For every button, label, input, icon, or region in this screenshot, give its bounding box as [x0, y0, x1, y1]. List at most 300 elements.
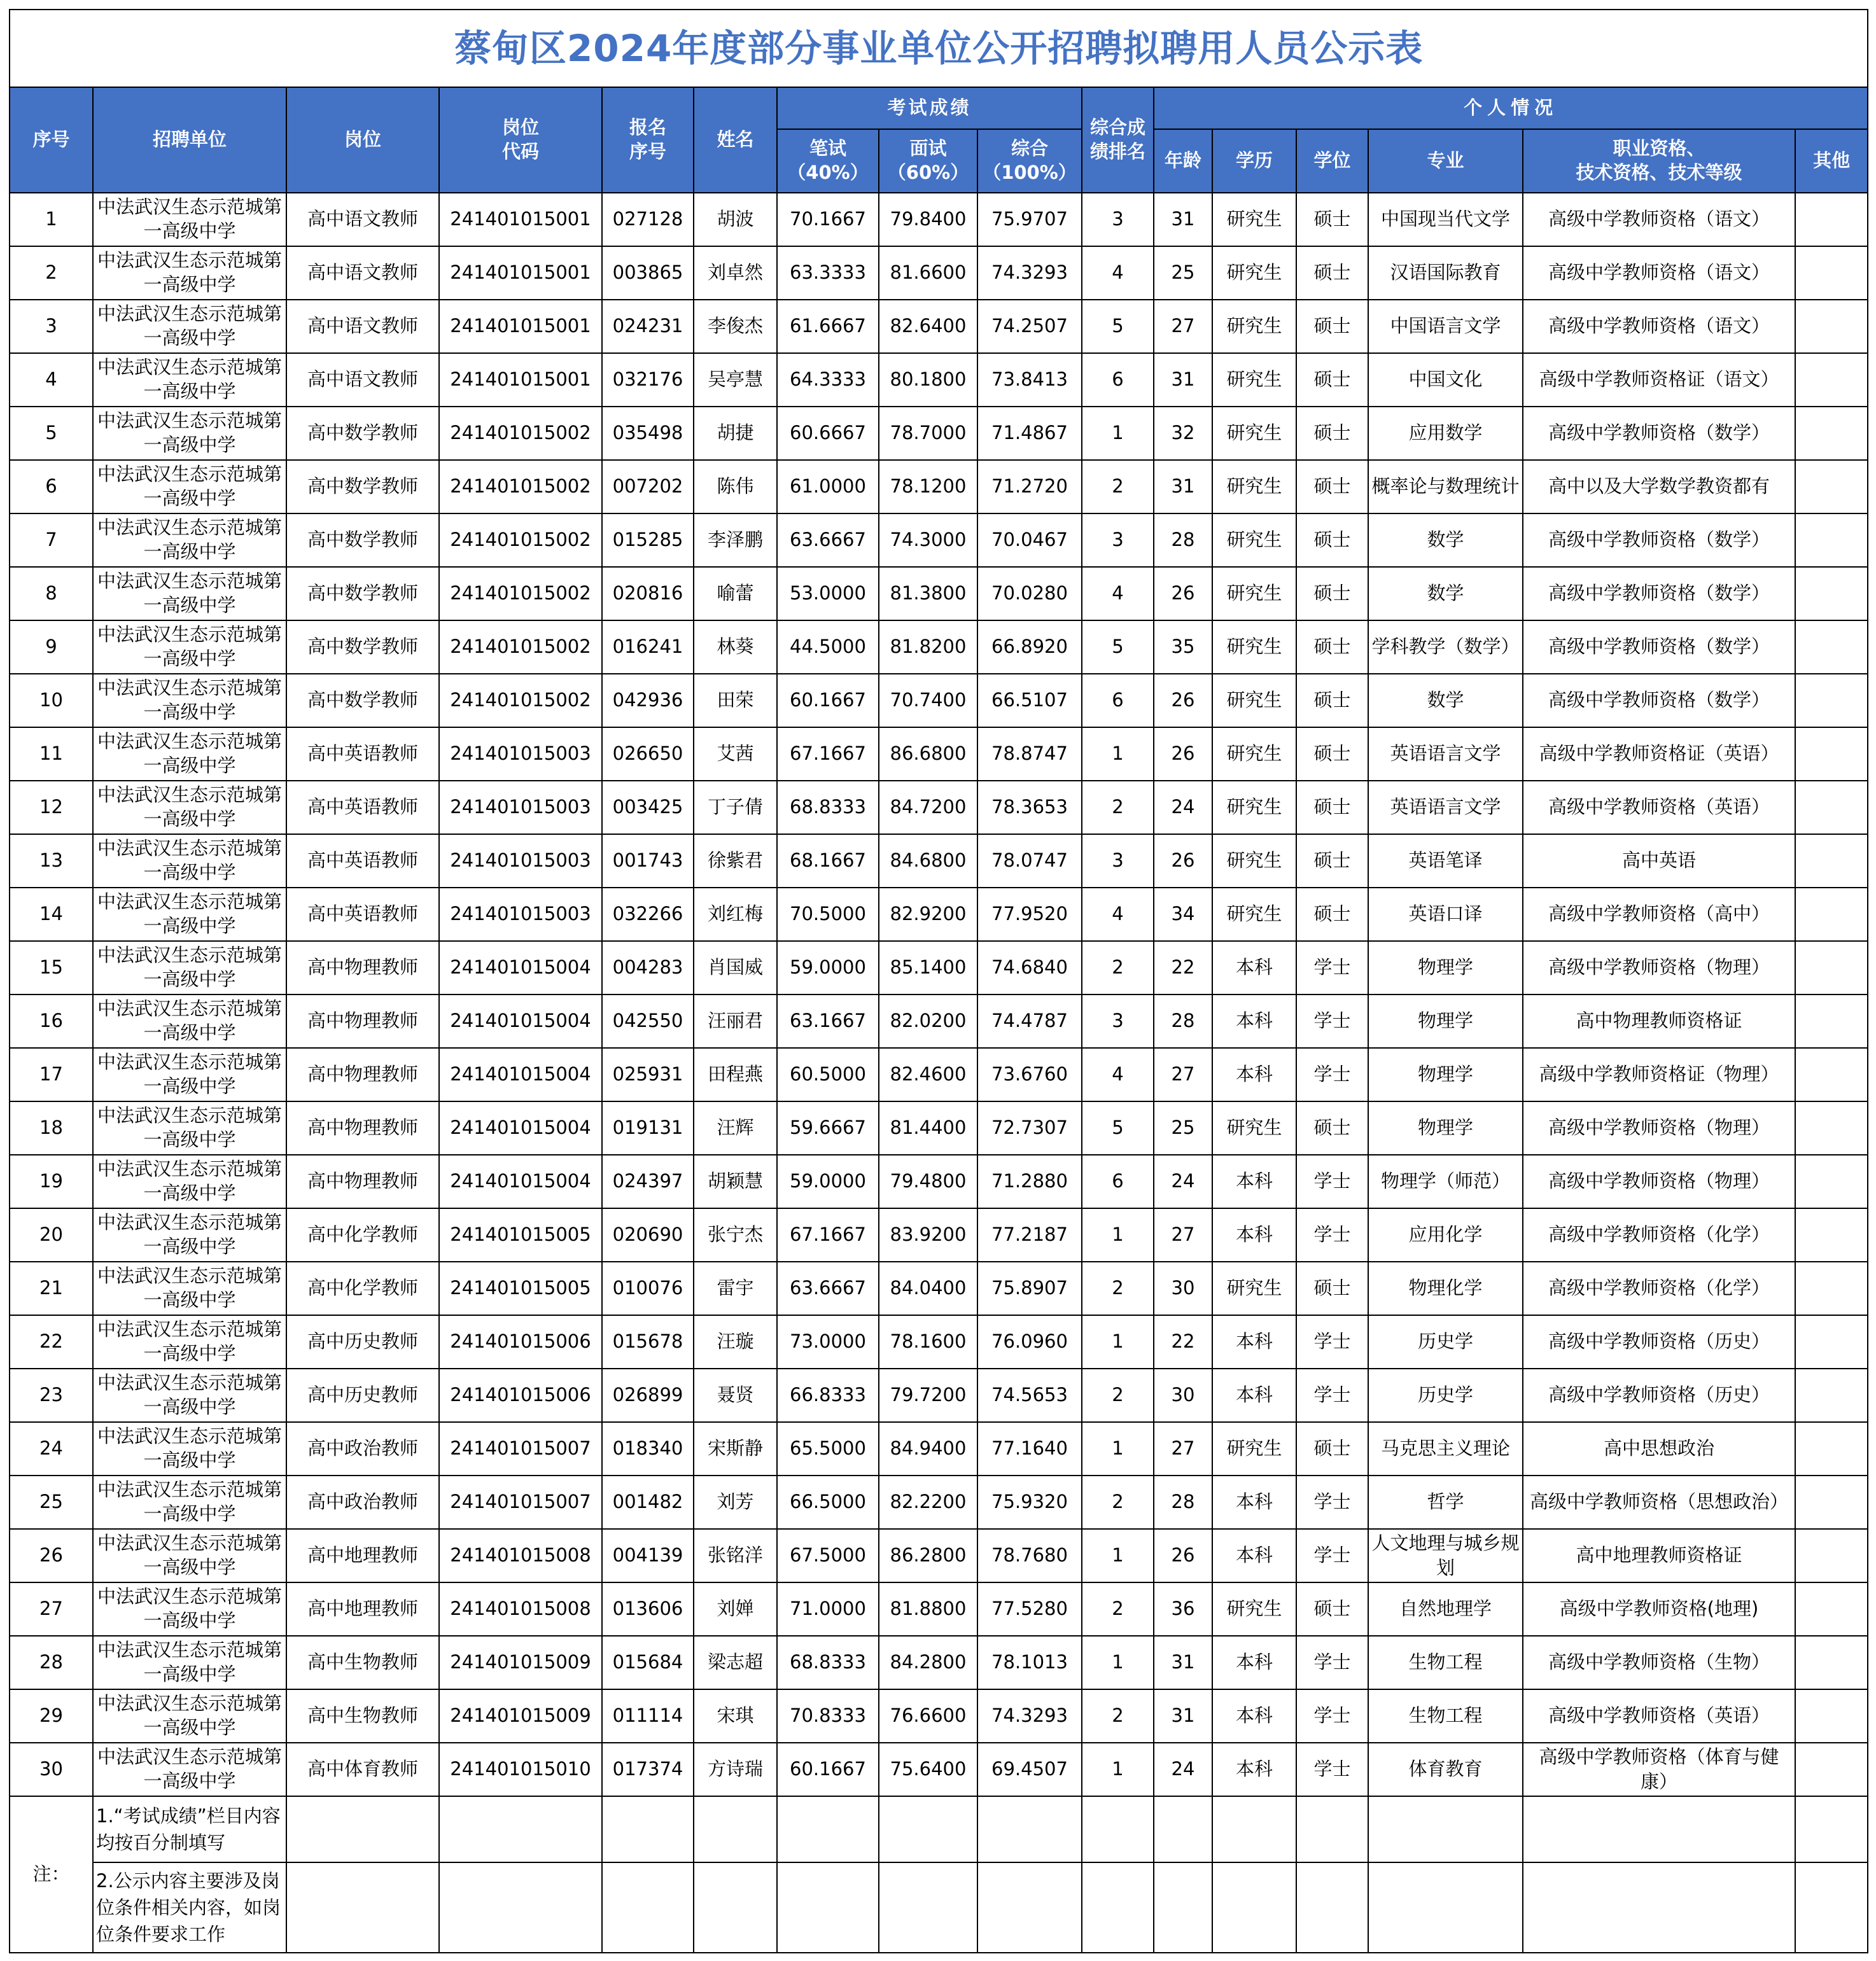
cell-major: 学科教学（数学）: [1368, 620, 1523, 674]
cell-name: 宋斯静: [694, 1422, 777, 1476]
cell-major: 物理学（师范）: [1368, 1155, 1523, 1208]
cell-reg-no: 016241: [602, 620, 694, 674]
cell-name: 徐紫君: [694, 834, 777, 888]
table-row: [10, 620, 1868, 674]
empty-cell: [694, 1862, 777, 1953]
cell-name: 田程燕: [694, 1048, 777, 1101]
cell-rank: 2: [1082, 941, 1154, 994]
cell-education: 研究生: [1212, 888, 1296, 941]
cell-unit: 中法武汉生态示范城第一高级中学: [93, 1476, 286, 1529]
cell-unit: 中法武汉生态示范城第一高级中学: [93, 1422, 286, 1476]
cell-degree: 学士: [1296, 1208, 1368, 1262]
cell-education: 本科: [1212, 994, 1296, 1048]
header-interview: 面试 （60%）: [879, 129, 977, 193]
cell-reg-no: 015678: [602, 1315, 694, 1369]
table-row: [10, 727, 1868, 781]
cell-rank: 1: [1082, 1743, 1154, 1796]
cell-age: 25: [1154, 1101, 1212, 1155]
cell-written: 68.1667: [777, 834, 879, 888]
cell-seq: 6: [10, 460, 93, 513]
cell-other: [1795, 727, 1868, 781]
cell-written: 68.8333: [777, 781, 879, 834]
table-row: [10, 1101, 1868, 1155]
empty-cell: [879, 1796, 977, 1862]
table-row: [10, 781, 1868, 834]
cell-post: 高中历史教师: [286, 1315, 439, 1369]
cell-name: 张铭洋: [694, 1529, 777, 1582]
cell-written: 67.5000: [777, 1529, 879, 1582]
cell-written: 60.6667: [777, 407, 879, 460]
cell-interview: 78.7000: [879, 407, 977, 460]
cell-post: 高中政治教师: [286, 1422, 439, 1476]
cell-name: 胡捷: [694, 407, 777, 460]
cell-post: 高中数学教师: [286, 460, 439, 513]
cell-education: 本科: [1212, 1636, 1296, 1689]
cell-seq: 12: [10, 781, 93, 834]
cell-rank: 2: [1082, 1369, 1154, 1422]
cell-seq: 25: [10, 1476, 93, 1529]
empty-cell: [1212, 1796, 1296, 1862]
empty-cell: [777, 1862, 879, 1953]
cell-other: [1795, 674, 1868, 727]
cell-interview: 82.6400: [879, 300, 977, 353]
header-degree: 学位: [1296, 129, 1368, 193]
cell-name: 喻蕾: [694, 567, 777, 620]
cell-major: 英语语言文学: [1368, 781, 1523, 834]
cell-qualification: 高级中学教师资格（英语）: [1523, 781, 1795, 834]
cell-major: 马克思主义理论: [1368, 1422, 1523, 1476]
cell-degree: 硕士: [1296, 193, 1368, 246]
cell-interview: 82.2200: [879, 1476, 977, 1529]
cell-rank: 4: [1082, 1048, 1154, 1101]
cell-written: 66.8333: [777, 1369, 879, 1422]
empty-cell: [602, 1796, 694, 1862]
cell-unit: 中法武汉生态示范城第一高级中学: [93, 941, 286, 994]
table-row: [10, 1369, 1868, 1422]
cell-post: 高中物理教师: [286, 941, 439, 994]
cell-degree: 硕士: [1296, 1101, 1368, 1155]
cell-qualification: 高级中学教师资格（化学）: [1523, 1262, 1795, 1315]
cell-education: 研究生: [1212, 246, 1296, 300]
cell-interview: 81.4400: [879, 1101, 977, 1155]
cell-other: [1795, 1315, 1868, 1369]
cell-reg-no: 004139: [602, 1529, 694, 1582]
cell-post: 高中数学教师: [286, 407, 439, 460]
cell-name: 方诗瑞: [694, 1743, 777, 1796]
cell-post: 高中英语教师: [286, 727, 439, 781]
cell-total: 66.5107: [977, 674, 1082, 727]
cell-rank: 2: [1082, 460, 1154, 513]
cell-age: 31: [1154, 460, 1212, 513]
cell-major: 历史学: [1368, 1315, 1523, 1369]
cell-post-code: 241401015005: [439, 1262, 602, 1315]
cell-rank: 1: [1082, 1208, 1154, 1262]
cell-seq: 24: [10, 1422, 93, 1476]
table-row: [10, 567, 1868, 620]
cell-qualification: 高级中学教师资格（物理）: [1523, 1155, 1795, 1208]
header-written: 笔试 （40%）: [777, 129, 879, 193]
cell-seq: 22: [10, 1315, 93, 1369]
cell-education: 研究生: [1212, 1262, 1296, 1315]
cell-unit: 中法武汉生态示范城第一高级中学: [93, 781, 286, 834]
cell-degree: 硕士: [1296, 781, 1368, 834]
cell-written: 73.0000: [777, 1315, 879, 1369]
cell-other: [1795, 1476, 1868, 1529]
cell-rank: 2: [1082, 1582, 1154, 1636]
cell-interview: 81.3800: [879, 567, 977, 620]
cell-post-code: 241401015002: [439, 513, 602, 567]
table-row: [10, 1476, 1868, 1529]
cell-post-code: 241401015001: [439, 193, 602, 246]
cell-degree: 学士: [1296, 1315, 1368, 1369]
cell-seq: 18: [10, 1101, 93, 1155]
cell-written: 60.1667: [777, 674, 879, 727]
cell-qualification: 高级中学教师资格（英语）: [1523, 1689, 1795, 1743]
cell-post: 高中英语教师: [286, 834, 439, 888]
cell-post: 高中数学教师: [286, 620, 439, 674]
cell-degree: 硕士: [1296, 407, 1368, 460]
cell-education: 研究生: [1212, 1582, 1296, 1636]
cell-name: 李泽鹏: [694, 513, 777, 567]
cell-post-code: 241401015004: [439, 1155, 602, 1208]
cell-total: 78.8747: [977, 727, 1082, 781]
cell-degree: 学士: [1296, 1743, 1368, 1796]
cell-total: 69.4507: [977, 1743, 1082, 1796]
cell-rank: 1: [1082, 727, 1154, 781]
cell-written: 60.5000: [777, 1048, 879, 1101]
note-label: 注：: [10, 1796, 93, 1953]
cell-degree: 学士: [1296, 941, 1368, 994]
cell-name: 田荣: [694, 674, 777, 727]
cell-reg-no: 007202: [602, 460, 694, 513]
cell-seq: 28: [10, 1636, 93, 1689]
cell-other: [1795, 1155, 1868, 1208]
recruitment-table: [9, 9, 1868, 1953]
cell-total: 72.7307: [977, 1101, 1082, 1155]
cell-post: 高中化学教师: [286, 1262, 439, 1315]
cell-interview: 84.0400: [879, 1262, 977, 1315]
cell-education: 研究生: [1212, 513, 1296, 567]
cell-major: 生物工程: [1368, 1689, 1523, 1743]
cell-degree: 硕士: [1296, 353, 1368, 407]
cell-post-code: 241401015008: [439, 1582, 602, 1636]
cell-other: [1795, 1529, 1868, 1582]
cell-seq: 19: [10, 1155, 93, 1208]
cell-total: 66.8920: [977, 620, 1082, 674]
cell-education: 研究生: [1212, 300, 1296, 353]
cell-interview: 75.6400: [879, 1743, 977, 1796]
cell-written: 71.0000: [777, 1582, 879, 1636]
cell-qualification: 高中以及大学数学教资都有: [1523, 460, 1795, 513]
table-row: [10, 1529, 1868, 1582]
empty-cell: [1212, 1862, 1296, 1953]
cell-rank: 4: [1082, 567, 1154, 620]
cell-qualification: 高级中学教师资格（生物）: [1523, 1636, 1795, 1689]
cell-seq: 26: [10, 1529, 93, 1582]
cell-rank: 1: [1082, 1422, 1154, 1476]
cell-seq: 3: [10, 300, 93, 353]
cell-post: 高中语文教师: [286, 246, 439, 300]
cell-interview: 83.9200: [879, 1208, 977, 1262]
empty-cell: [1523, 1796, 1795, 1862]
cell-qualification: 高中英语: [1523, 834, 1795, 888]
cell-other: [1795, 888, 1868, 941]
cell-other: [1795, 1262, 1868, 1315]
cell-post: 高中地理教师: [286, 1582, 439, 1636]
cell-written: 63.6667: [777, 1262, 879, 1315]
cell-total: 71.2880: [977, 1155, 1082, 1208]
cell-other: [1795, 941, 1868, 994]
cell-education: 本科: [1212, 1476, 1296, 1529]
cell-name: 胡颖慧: [694, 1155, 777, 1208]
cell-unit: 中法武汉生态示范城第一高级中学: [93, 193, 286, 246]
cell-post-code: 241401015002: [439, 674, 602, 727]
header-unit: 招聘单位: [93, 87, 286, 193]
cell-education: 本科: [1212, 1529, 1296, 1582]
cell-seq: 8: [10, 567, 93, 620]
cell-total: 74.3293: [977, 1689, 1082, 1743]
cell-interview: 86.2800: [879, 1529, 977, 1582]
cell-qualification: 高中地理教师资格证: [1523, 1529, 1795, 1582]
cell-post: 高中语文教师: [286, 193, 439, 246]
cell-name: 汪丽君: [694, 994, 777, 1048]
cell-written: 61.0000: [777, 460, 879, 513]
cell-major: 应用化学: [1368, 1208, 1523, 1262]
cell-interview: 84.7200: [879, 781, 977, 834]
cell-reg-no: 024231: [602, 300, 694, 353]
cell-reg-no: 013606: [602, 1582, 694, 1636]
cell-unit: 中法武汉生态示范城第一高级中学: [93, 300, 286, 353]
cell-rank: 1: [1082, 1529, 1154, 1582]
cell-total: 74.6840: [977, 941, 1082, 994]
cell-age: 27: [1154, 1208, 1212, 1262]
cell-other: [1795, 1743, 1868, 1796]
cell-name: 李俊杰: [694, 300, 777, 353]
cell-post: 高中英语教师: [286, 781, 439, 834]
cell-written: 64.3333: [777, 353, 879, 407]
empty-cell: [286, 1862, 439, 1953]
cell-total: 70.0280: [977, 567, 1082, 620]
cell-age: 26: [1154, 1529, 1212, 1582]
cell-age: 31: [1154, 1636, 1212, 1689]
cell-total: 74.4787: [977, 994, 1082, 1048]
cell-reg-no: 025931: [602, 1048, 694, 1101]
cell-total: 77.2187: [977, 1208, 1082, 1262]
empty-cell: [602, 1862, 694, 1953]
cell-unit: 中法武汉生态示范城第一高级中学: [93, 1262, 286, 1315]
table-row: [10, 1743, 1868, 1796]
cell-major: 数学: [1368, 567, 1523, 620]
cell-degree: 硕士: [1296, 1422, 1368, 1476]
cell-unit: 中法武汉生态示范城第一高级中学: [93, 994, 286, 1048]
cell-seq: 2: [10, 246, 93, 300]
cell-total: 74.2507: [977, 300, 1082, 353]
cell-major: 人文地理与城乡规划: [1368, 1529, 1523, 1582]
cell-name: 聂贤: [694, 1369, 777, 1422]
cell-degree: 硕士: [1296, 246, 1368, 300]
cell-age: 32: [1154, 407, 1212, 460]
cell-seq: 29: [10, 1689, 93, 1743]
cell-reg-no: 020816: [602, 567, 694, 620]
cell-name: 宋琪: [694, 1689, 777, 1743]
cell-age: 22: [1154, 1315, 1212, 1369]
cell-age: 22: [1154, 941, 1212, 994]
table-row: [10, 407, 1868, 460]
cell-interview: 82.4600: [879, 1048, 977, 1101]
cell-rank: 5: [1082, 620, 1154, 674]
cell-post: 高中化学教师: [286, 1208, 439, 1262]
cell-seq: 21: [10, 1262, 93, 1315]
cell-post-code: 241401015004: [439, 1101, 602, 1155]
cell-post-code: 241401015003: [439, 888, 602, 941]
cell-post: 高中历史教师: [286, 1369, 439, 1422]
cell-name: 汪辉: [694, 1101, 777, 1155]
cell-post: 高中物理教师: [286, 1048, 439, 1101]
cell-education: 研究生: [1212, 620, 1296, 674]
cell-reg-no: 018340: [602, 1422, 694, 1476]
cell-other: [1795, 994, 1868, 1048]
cell-total: 78.7680: [977, 1529, 1082, 1582]
empty-cell: [1154, 1796, 1212, 1862]
cell-rank: 3: [1082, 193, 1154, 246]
cell-reg-no: 015285: [602, 513, 694, 567]
cell-degree: 硕士: [1296, 460, 1368, 513]
empty-cell: [1523, 1862, 1795, 1953]
cell-post-code: 241401015006: [439, 1369, 602, 1422]
cell-post-code: 241401015002: [439, 460, 602, 513]
cell-total: 77.1640: [977, 1422, 1082, 1476]
cell-major: 物理化学: [1368, 1262, 1523, 1315]
cell-rank: 2: [1082, 1689, 1154, 1743]
cell-other: [1795, 1689, 1868, 1743]
cell-post-code: 241401015007: [439, 1476, 602, 1529]
cell-written: 66.5000: [777, 1476, 879, 1529]
cell-unit: 中法武汉生态示范城第一高级中学: [93, 888, 286, 941]
cell-education: 研究生: [1212, 674, 1296, 727]
cell-degree: 硕士: [1296, 300, 1368, 353]
table-row: [10, 353, 1868, 407]
cell-post-code: 241401015001: [439, 300, 602, 353]
cell-qualification: 高中物理教师资格证: [1523, 994, 1795, 1048]
cell-degree: 学士: [1296, 994, 1368, 1048]
cell-education: 研究生: [1212, 460, 1296, 513]
empty-cell: [879, 1862, 977, 1953]
header-qualification: 职业资格、 技术资格、技术等级: [1523, 129, 1795, 193]
cell-education: 研究生: [1212, 727, 1296, 781]
cell-post: 高中物理教师: [286, 994, 439, 1048]
cell-education: 本科: [1212, 1208, 1296, 1262]
cell-written: 63.6667: [777, 513, 879, 567]
header-education: 学历: [1212, 129, 1296, 193]
cell-written: 63.3333: [777, 246, 879, 300]
cell-name: 刘芳: [694, 1476, 777, 1529]
cell-seq: 15: [10, 941, 93, 994]
empty-cell: [439, 1796, 602, 1862]
cell-reg-no: 042550: [602, 994, 694, 1048]
cell-qualification: 高级中学教师资格（高中）: [1523, 888, 1795, 941]
cell-seq: 4: [10, 353, 93, 407]
header-other: 其他: [1795, 129, 1868, 193]
table-row: [10, 674, 1868, 727]
cell-name: 胡波: [694, 193, 777, 246]
cell-other: [1795, 1101, 1868, 1155]
table-row: [10, 1582, 1868, 1636]
table-row: [10, 1689, 1868, 1743]
cell-post-code: 241401015003: [439, 727, 602, 781]
cell-seq: 1: [10, 193, 93, 246]
table-row: [10, 1636, 1868, 1689]
cell-rank: 2: [1082, 1476, 1154, 1529]
cell-post-code: 241401015003: [439, 834, 602, 888]
table-row: [10, 834, 1868, 888]
cell-qualification: 高级中学教师资格（体育与健康）: [1523, 1743, 1795, 1796]
cell-interview: 82.9200: [879, 888, 977, 941]
header-seq: 序号: [10, 87, 93, 193]
table-row: [10, 1048, 1868, 1101]
cell-reg-no: 001482: [602, 1476, 694, 1529]
cell-total: 73.6760: [977, 1048, 1082, 1101]
empty-cell: [977, 1796, 1082, 1862]
header-rank: 综合成 绩排名: [1082, 87, 1154, 193]
cell-name: 汪璇: [694, 1315, 777, 1369]
cell-written: 59.0000: [777, 1155, 879, 1208]
cell-reg-no: 020690: [602, 1208, 694, 1262]
cell-post: 高中生物教师: [286, 1689, 439, 1743]
cell-interview: 81.6600: [879, 246, 977, 300]
cell-unit: 中法武汉生态示范城第一高级中学: [93, 1582, 286, 1636]
cell-written: 63.1667: [777, 994, 879, 1048]
cell-name: 艾茜: [694, 727, 777, 781]
cell-age: 28: [1154, 513, 1212, 567]
cell-post-code: 241401015001: [439, 246, 602, 300]
cell-reg-no: 026650: [602, 727, 694, 781]
cell-education: 本科: [1212, 1743, 1296, 1796]
cell-major: 应用数学: [1368, 407, 1523, 460]
cell-written: 67.1667: [777, 1208, 879, 1262]
cell-total: 75.9707: [977, 193, 1082, 246]
cell-post: 高中语文教师: [286, 353, 439, 407]
cell-post-code: 241401015009: [439, 1689, 602, 1743]
empty-cell: [694, 1796, 777, 1862]
cell-written: 65.5000: [777, 1422, 879, 1476]
cell-unit: 中法武汉生态示范城第一高级中学: [93, 727, 286, 781]
cell-unit: 中法武汉生态示范城第一高级中学: [93, 1101, 286, 1155]
cell-total: 78.1013: [977, 1636, 1082, 1689]
cell-age: 24: [1154, 1743, 1212, 1796]
cell-interview: 82.0200: [879, 994, 977, 1048]
cell-degree: 硕士: [1296, 727, 1368, 781]
cell-qualification: 高级中学教师资格证（物理）: [1523, 1048, 1795, 1101]
cell-post-code: 241401015001: [439, 353, 602, 407]
cell-major: 物理学: [1368, 994, 1523, 1048]
cell-rank: 5: [1082, 1101, 1154, 1155]
cell-age: 30: [1154, 1262, 1212, 1315]
cell-qualification: 高级中学教师资格（语文）: [1523, 300, 1795, 353]
cell-qualification: 高级中学教师资格（历史）: [1523, 1315, 1795, 1369]
cell-major: 汉语国际教育: [1368, 246, 1523, 300]
cell-age: 31: [1154, 1689, 1212, 1743]
cell-name: 雷宇: [694, 1262, 777, 1315]
empty-cell: [286, 1796, 439, 1862]
cell-post-code: 241401015010: [439, 1743, 602, 1796]
cell-other: [1795, 1422, 1868, 1476]
cell-written: 70.1667: [777, 193, 879, 246]
cell-post-code: 241401015008: [439, 1529, 602, 1582]
cell-rank: 3: [1082, 994, 1154, 1048]
cell-qualification: 高级中学教师资格（语文）: [1523, 193, 1795, 246]
cell-total: 73.8413: [977, 353, 1082, 407]
cell-post-code: 241401015006: [439, 1315, 602, 1369]
